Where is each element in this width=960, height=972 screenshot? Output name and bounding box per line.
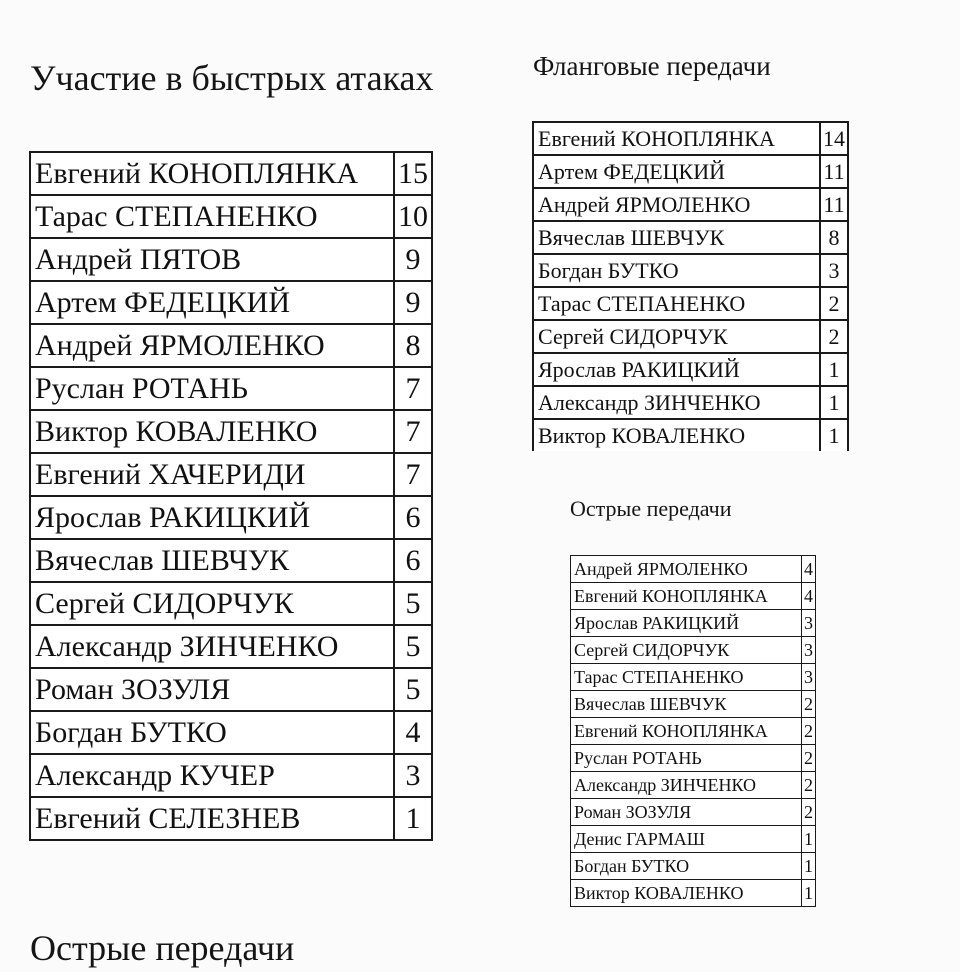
player-name: Сергей СИДОРЧУК xyxy=(30,582,394,625)
player-name: Андрей ЯРМОЛЕНКО xyxy=(571,556,802,583)
player-name: Виктор КОВАЛЕНКО xyxy=(571,880,802,907)
table-row xyxy=(30,582,432,625)
table-row xyxy=(571,880,816,907)
player-value: 2 xyxy=(820,320,848,353)
table-row xyxy=(571,637,816,664)
player-value: 1 xyxy=(802,826,816,853)
player-value: 4 xyxy=(394,711,432,754)
table-row xyxy=(30,367,432,410)
table-row xyxy=(533,419,848,451)
player-name: Руслан РОТАНЬ xyxy=(30,367,394,410)
player-name: Сергей СИДОРЧУК xyxy=(533,320,820,353)
table-row xyxy=(30,625,432,668)
player-value: 11 xyxy=(820,188,848,221)
table-row xyxy=(571,610,816,637)
player-value: 3 xyxy=(802,610,816,637)
player-name: Вячеслав ШЕВЧУК xyxy=(571,691,802,718)
table-row xyxy=(30,324,432,367)
table-row xyxy=(571,772,816,799)
table-row xyxy=(30,281,432,324)
player-value: 1 xyxy=(820,419,848,451)
player-value: 1 xyxy=(820,353,848,386)
table-row xyxy=(571,799,816,826)
player-value: 1 xyxy=(802,880,816,907)
table-row xyxy=(533,221,848,254)
player-value: 5 xyxy=(394,668,432,711)
table-row xyxy=(30,152,432,195)
player-name: Евгений ХАЧЕРИДИ xyxy=(30,453,394,496)
flank-passes-title: Фланговые передачи xyxy=(533,51,771,81)
player-name: Сергей СИДОРЧУК xyxy=(571,637,802,664)
player-name: Роман ЗОЗУЛЯ xyxy=(30,668,394,711)
player-value: 6 xyxy=(394,539,432,582)
player-name: Александр ЗИНЧЕНКО xyxy=(30,625,394,668)
table-row xyxy=(533,254,848,287)
player-name: Александр ЗИНЧЕНКО xyxy=(533,386,820,419)
table-row xyxy=(533,320,848,353)
player-value: 14 xyxy=(820,122,848,155)
player-name: Виктор КОВАЛЕНКО xyxy=(533,419,820,451)
table-row xyxy=(571,745,816,772)
player-value: 10 xyxy=(394,195,432,238)
player-name: Евгений КОНОПЛЯНКА xyxy=(571,718,802,745)
table-row xyxy=(30,668,432,711)
bottom-section-title: Острые передачи xyxy=(30,928,295,968)
player-value: 2 xyxy=(802,772,816,799)
player-name: Денис ГАРМАШ xyxy=(571,826,802,853)
player-value: 1 xyxy=(394,797,432,840)
player-name: Андрей ЯРМОЛЕНКО xyxy=(30,324,394,367)
table-row xyxy=(30,410,432,453)
table-row xyxy=(30,797,432,840)
player-name: Александр КУЧЕР xyxy=(30,754,394,797)
player-value: 4 xyxy=(802,556,816,583)
player-name: Ярослав РАКИЦКИЙ xyxy=(571,610,802,637)
player-name: Александр ЗИНЧЕНКО xyxy=(571,772,802,799)
sharp-passes-title: Острые передачи xyxy=(570,496,732,521)
player-name: Тарас СТЕПАНЕНКО xyxy=(30,195,394,238)
player-name: Роман ЗОЗУЛЯ xyxy=(571,799,802,826)
player-name: Богдан БУТКО xyxy=(30,711,394,754)
table-row xyxy=(533,353,848,386)
table-row xyxy=(571,556,816,583)
table-row xyxy=(533,122,848,155)
player-value: 3 xyxy=(802,664,816,691)
player-value: 7 xyxy=(394,453,432,496)
player-value: 7 xyxy=(394,367,432,410)
player-name: Евгений КОНОПЛЯНКА xyxy=(571,583,802,610)
table-row xyxy=(533,188,848,221)
player-value: 4 xyxy=(802,583,816,610)
player-name: Тарас СТЕПАНЕНКО xyxy=(533,287,820,320)
player-value: 2 xyxy=(802,799,816,826)
table-row xyxy=(571,718,816,745)
player-name: Вячеслав ШЕВЧУК xyxy=(533,221,820,254)
fast-attacks-table xyxy=(29,151,433,841)
player-name: Андрей ПЯТОВ xyxy=(30,238,394,281)
player-name: Виктор КОВАЛЕНКО xyxy=(30,410,394,453)
player-name: Евгений КОНОПЛЯНКА xyxy=(30,152,394,195)
table-row xyxy=(571,664,816,691)
player-value: 5 xyxy=(394,625,432,668)
table-row xyxy=(30,238,432,281)
table-row xyxy=(571,691,816,718)
player-value: 2 xyxy=(802,745,816,772)
player-value: 2 xyxy=(802,691,816,718)
player-name: Андрей ЯРМОЛЕНКО xyxy=(533,188,820,221)
table-row xyxy=(30,453,432,496)
player-value: 9 xyxy=(394,281,432,324)
player-value: 1 xyxy=(802,853,816,880)
player-value: 1 xyxy=(820,386,848,419)
player-value: 3 xyxy=(394,754,432,797)
player-name: Артем ФЕДЕЦКИЙ xyxy=(30,281,394,324)
player-name: Богдан БУТКО xyxy=(571,853,802,880)
player-value: 2 xyxy=(820,287,848,320)
player-value: 6 xyxy=(394,496,432,539)
player-name: Ярослав РАКИЦКИЙ xyxy=(533,353,820,386)
player-name: Руслан РОТАНЬ xyxy=(571,745,802,772)
player-value: 2 xyxy=(802,718,816,745)
player-value: 5 xyxy=(394,582,432,625)
player-value: 8 xyxy=(394,324,432,367)
player-name: Евгений КОНОПЛЯНКА xyxy=(533,122,820,155)
sharp-passes-table xyxy=(570,555,816,907)
table-row xyxy=(30,754,432,797)
flank-passes-table xyxy=(532,121,849,451)
player-name: Ярослав РАКИЦКИЙ xyxy=(30,496,394,539)
player-value: 3 xyxy=(820,254,848,287)
table-row xyxy=(30,195,432,238)
table-row xyxy=(30,496,432,539)
table-row xyxy=(571,853,816,880)
player-value: 11 xyxy=(820,155,848,188)
player-name: Вячеслав ШЕВЧУК xyxy=(30,539,394,582)
table-row xyxy=(571,583,816,610)
table-row xyxy=(533,287,848,320)
player-name: Артем ФЕДЕЦКИЙ xyxy=(533,155,820,188)
player-name: Тарас СТЕПАНЕНКО xyxy=(571,664,802,691)
player-value: 15 xyxy=(394,152,432,195)
table-row xyxy=(30,711,432,754)
player-name: Богдан БУТКО xyxy=(533,254,820,287)
player-value: 3 xyxy=(802,637,816,664)
table-row xyxy=(571,826,816,853)
table-row xyxy=(533,386,848,419)
player-value: 7 xyxy=(394,410,432,453)
table-row xyxy=(533,155,848,188)
player-value: 8 xyxy=(820,221,848,254)
player-name: Евгений СЕЛЕЗНЕВ xyxy=(30,797,394,840)
player-value: 9 xyxy=(394,238,432,281)
fast-attacks-title: Участие в быстрых атаках xyxy=(30,58,434,98)
table-row xyxy=(30,539,432,582)
